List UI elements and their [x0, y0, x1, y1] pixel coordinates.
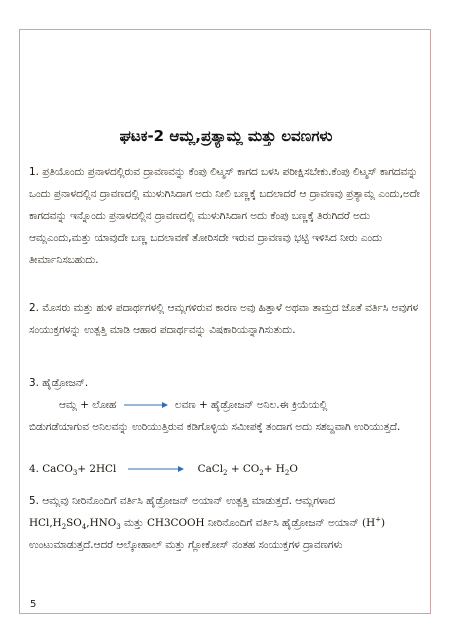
hydrogen-ion-formula	[362, 517, 385, 529]
formula-sup: +	[375, 515, 382, 524]
paragraph-5	[29, 490, 424, 556]
eq-sub: 2	[284, 469, 290, 478]
page-title: ಘಟಕ-2 ಆಮ್ಲ,ಪ್ರತ್ಯಾಮ್ಲ ಮತ್ತು ಲವಣಗಳು	[119, 127, 333, 145]
formula-text: SO	[66, 517, 82, 529]
reaction-equation	[29, 394, 424, 416]
formula-text: )	[381, 517, 386, 529]
paragraph-5-mid: ನೀರಿನೊಂದಿಗೆ ವರ್ತಿಸಿ ಹೈಡ್ರೋಜನ್ ಅಯಾನ್	[207, 517, 359, 529]
paragraph-3-text: ಬಿಡುಗಡೆಯಾಗುವ ಅನಿಲವನ್ನು ಉರಿಯುತ್ತಿರುವ ಕಡಿಗೊಳ್ಳಿಯ ಸಮೀಪಕ್ಕೆ ತಂದಾಗ ಅದು ಸಶಬ್ದವಾಗಿ ಉರಿಯುತ್ತದೆ.	[29, 421, 401, 433]
equation-left	[29, 458, 125, 480]
reaction-products: ಲವಣ + ಹೈಡ್ರೋಜನ್ ಅನಿಲ.ಈ ಕ್ರಿಯೆಯಲ್ಲಿ	[174, 399, 328, 411]
eq-text: CaCl	[197, 463, 224, 475]
eq-text: + 2HCl	[77, 463, 117, 475]
equation-number: 4.	[29, 463, 39, 475]
equation-right	[197, 463, 298, 478]
paragraph-4-equation	[29, 458, 424, 480]
and-word: ಮತ್ತು	[124, 517, 144, 529]
right-arrow-icon	[128, 465, 184, 473]
formula-text: (H	[362, 517, 376, 529]
eq-sub: 2	[259, 469, 264, 478]
paragraph-3-heading: 3. ಹೈಡ್ರೋಜನ್.	[29, 377, 89, 389]
paragraph-5-end: ಉಂಟುಮಾಡುತ್ತದೆ.ಆದರೆ ಆಲ್ಕೋಹಾಲ್ ಮತ್ತು ಗ್ಲೋಕೋಸ್ ನಂತಹ ಸಂಯುಕ್ತಗಳ ದ್ರಾವಣಗಳು	[29, 539, 343, 551]
acid-formulas	[29, 517, 121, 532]
formula-text: HCl,H	[29, 517, 62, 529]
paragraph-2: 2. ಮೊಸರು ಮತ್ತು ಹುಳಿ ಪದಾರ್ಥಗಳಲ್ಲಿ ಆಮ್ಲಗಳಿರುವ ಕಾರಣ ಅವು ಹಿತ್ತಾಳೆ ಅಥವಾ ತಾಮ್ರದ ಜೊತೆ ವರ್ತಿಸಿ ಅವುಗಳ ಸಂಯುಕ್ತಗಳನ್ನು ಉತ್ಪತ್ತಿ ಮಾಡಿ ಆಹಾರ ಪದಾರ್ಥವನ್ನು ವಿಷಕಾರಿಯನ್ನಾಗಿಸುತುದು.	[29, 302, 419, 336]
eq-sub: 2	[223, 469, 228, 478]
formula-text: ,HNO	[86, 517, 117, 529]
paragraph-5-intro: 5. ಆಮ್ಲವು ನೀರಿನೊಂದಿಗೆ ವರ್ತಿಸಿ ಹೈಡ್ರೋಜನ್ ಅಯಾನ್ ಉತ್ಪತ್ತಿ ಮಾಡುತ್ತದೆ. ಆಮ್ಲಗಳಾದ	[29, 495, 335, 507]
right-arrow-icon	[124, 401, 168, 409]
eq-text: CaCO	[42, 463, 73, 475]
eq-text: + CO	[227, 463, 260, 475]
eq-text: + H	[263, 463, 285, 475]
formula-sub: 4	[81, 523, 87, 532]
paragraph-3	[29, 372, 424, 438]
eq-sub: 3	[72, 469, 78, 478]
formula-sub: 3	[116, 523, 121, 532]
paragraph-1: 1. ಪ್ರತಿಯೊಂದು ಪ್ರನಾಳದಲ್ಲಿರುವ ದ್ರಾವಣವನ್ನು ಕೆಂಪು ಲಿಟ್ಮಸ್ ಕಾಗದ ಬಳಸಿ ಪರೀಕ್ಷಿಸಬೇಕು.ಕೆಂಪು ಲಿಟ್ಮಸ್ ಕಾಗದವನ್ನು ಒಂದು ಪ್ರನಾಳದಲ್ಲಿನ ದ್ರಾವಣದಲ್ಲಿ ಮುಳುಗಿಸಿದಾಗ ಅದು ನೀಲಿ ಬಣ್ಣಕ್ಕೆ ಬದಲಾದರೆ ಆ ದ್ರಾವಣವು ಪ್ರತ್ಯಾಮ್ಲ ಎಂದು,ಅದೇ ಕಾಗದವನ್ನು ಇನ್ನೊಂದು ಪ್ರನಾಳದಲ್ಲಿನ ದ್ರಾವಣದಲ್ಲಿ ಮುಳುಗಿಸಿದಾಗ ಅದು ಕೆಂಪು ಬಣ್ಣಕ್ಕೆ ತಿರುಗಿದರೆ ಅದು ಆಮ್ಲಎಂದು,ಮತ್ತು ಯಾವುದೇ ಬಣ್ಣ ಬದಲಾವಣೆ ತೋರಿಸದೇ ಇರುವ ದ್ರಾವಣವು ಭಟ್ಟಿ ಇಳಿಸಿದ ನೀರು ಎಂದು ತೀರ್ಮಾನಿಸಬಹುದು.	[29, 166, 420, 266]
page-number: 5	[30, 599, 37, 610]
eq-text: O	[289, 463, 298, 475]
formula-sub: 2	[61, 523, 67, 532]
reaction-reactants: ಆಮ್ಲ + ಲೋಹ	[59, 399, 117, 411]
acetic-acid-formula: CH3COOH	[146, 517, 205, 529]
